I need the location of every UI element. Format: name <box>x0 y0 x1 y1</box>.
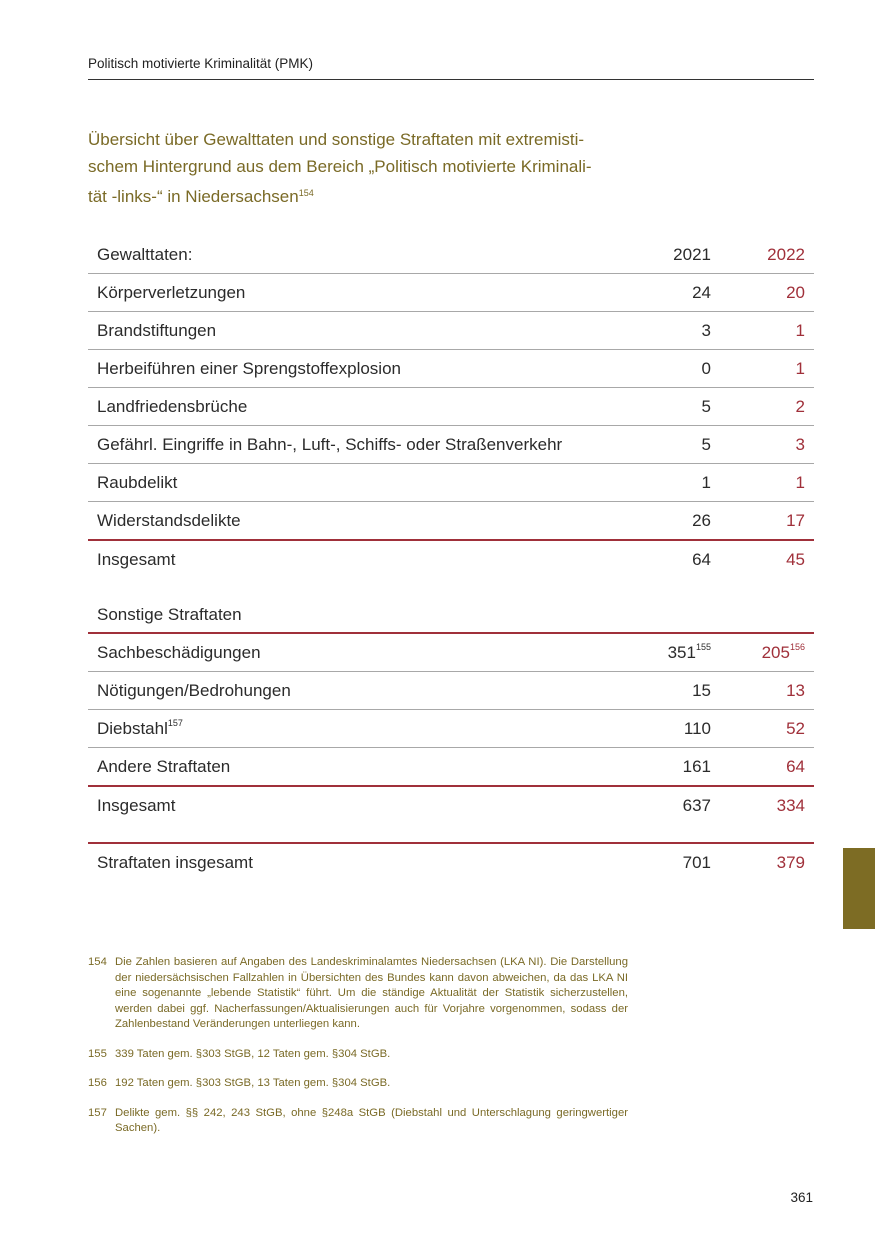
value-2022 <box>762 634 805 671</box>
footnotes <box>88 955 628 1151</box>
table-title-line-3-text: tät -links-“ in Niedersachsen <box>88 187 299 206</box>
value-2021: 0 <box>701 359 711 378</box>
value-2021: 5 <box>701 397 711 416</box>
value-2021: 110 <box>683 719 711 738</box>
value-2022: 13 <box>786 681 805 700</box>
value-2021: 161 <box>682 757 711 776</box>
page-number: 361 <box>790 1190 813 1205</box>
grand-total-row <box>88 842 814 881</box>
footnote-text: Die Zahlen basieren auf Angaben des Landeskriminalamtes Niedersachsen (LKA NI). Die Darstellung der niedersächsischen Fallzahlen in Übersichten des Bundes kann davon abweichen, da das LKA NI eine sogenannte „lebende Statistik“ führt. Um die ständige Aktualität der Statistik sicherzustellen, werden dabei ggf. Nacherfassungen/Aktualisierungen auch für Vorjahre vorgenommen, sodass der Zahlenbestand Veränderungen unterliegen kann. <box>115 956 628 1030</box>
value-2022-number: 205 <box>761 643 790 662</box>
value-2021: 3 <box>701 321 711 340</box>
table-row <box>88 634 814 672</box>
footnote-number: 157 <box>88 1106 107 1119</box>
footnote-ref-155[interactable]: 155 <box>695 642 711 652</box>
value-2021-number: 351 <box>667 643 696 662</box>
value-2022: 1 <box>795 321 805 340</box>
year-2022-header: 2022 <box>767 245 805 264</box>
footnote-text: 339 Taten gem. §303 StGB, 12 Taten gem. §304 StGB. <box>115 1047 391 1060</box>
table-title-line-1: Übersicht über Gewalttaten und sonstige Straftaten mit extremisti- <box>88 130 585 149</box>
violent-header-label: Gewalttaten: <box>97 245 193 264</box>
total-2021: 64 <box>692 550 711 569</box>
total-2022: 334 <box>776 796 805 815</box>
row-label: Nötigungen/Bedrohungen <box>97 681 291 700</box>
footnote-number: 156 <box>88 1077 107 1089</box>
row-label: Sachbeschädigungen <box>97 643 261 662</box>
violent-total-row <box>88 541 814 578</box>
row-label: Raubdelikt <box>97 473 178 492</box>
table-row <box>88 502 814 541</box>
table-title <box>88 126 648 210</box>
value-2022: 52 <box>786 719 805 738</box>
grand-total-2021: 701 <box>682 853 711 872</box>
value-2022: 17 <box>786 511 805 530</box>
row-label-text: Diebstahl <box>97 719 168 738</box>
value-2021: 15 <box>692 681 711 700</box>
table-row <box>88 274 814 312</box>
table-row <box>88 672 814 710</box>
value-2021: 1 <box>701 473 711 492</box>
value-2022: 20 <box>786 283 805 302</box>
value-2022: 64 <box>786 757 805 776</box>
footnote-ref-154[interactable]: 154 <box>298 188 314 198</box>
value-2022: 3 <box>795 435 805 454</box>
footnote-text: 192 Taten gem. §303 StGB, 13 Taten gem. §304 StGB. <box>115 1077 391 1089</box>
other-total-row <box>88 787 814 824</box>
header-divider <box>88 79 814 80</box>
footnote-number: 154 <box>88 956 107 968</box>
section-spacer <box>88 578 814 598</box>
table-row <box>88 388 814 426</box>
table-row <box>88 464 814 502</box>
total-label: Insgesamt <box>97 796 176 815</box>
table-title-line-3 <box>88 180 648 210</box>
footnote-154 <box>88 955 628 1033</box>
footnote-157 <box>88 1106 628 1137</box>
section-spacer <box>88 824 814 842</box>
grand-total-2022: 379 <box>776 853 805 872</box>
value-2021: 26 <box>692 511 711 530</box>
value-2022: 1 <box>795 473 805 492</box>
footnote-156 <box>88 1076 628 1092</box>
table-row <box>88 426 814 464</box>
table-row <box>88 710 814 748</box>
footnote-ref-156[interactable]: 156 <box>789 642 805 652</box>
value-2022: 2 <box>795 397 805 416</box>
running-header: Politisch motivierte Kriminalität (PMK) <box>88 56 314 71</box>
statistics-table <box>88 236 814 881</box>
grand-total-label: Straftaten insgesamt <box>97 853 253 872</box>
other-section-header <box>88 598 814 634</box>
table-title-line-2: schem Hintergrund aus dem Bereich „Politisch motivierte Kriminali- <box>88 157 592 176</box>
other-section-title: Sonstige Straftaten <box>97 605 242 624</box>
violent-header-row <box>88 236 814 274</box>
row-label: Körperverletzungen <box>97 283 246 302</box>
row-label: Gefährl. Eingriffe in Bahn-, Luft-, Schiffs- oder Straßenverkehr <box>97 435 563 454</box>
value-2022: 1 <box>795 359 805 378</box>
table-row <box>88 748 814 787</box>
chapter-tab <box>843 848 875 929</box>
total-label: Insgesamt <box>97 550 176 569</box>
row-label: Landfriedensbrüche <box>97 397 248 416</box>
table-row <box>88 350 814 388</box>
value-2021: 5 <box>701 435 711 454</box>
footnote-ref-157[interactable]: 157 <box>167 718 183 728</box>
row-label <box>97 710 183 747</box>
value-2021 <box>668 634 711 671</box>
total-2022: 45 <box>786 550 805 569</box>
row-label: Herbeiführen einer Sprengstoffexplosion <box>97 359 401 378</box>
footnote-text: Delikte gem. §§ 242, 243 StGB, ohne §248a StGB (Diebstahl und Unterschlagung geringwertiger Sachen). <box>115 1106 628 1134</box>
row-label: Brandstiftungen <box>97 321 217 340</box>
footnote-155 <box>88 1047 628 1063</box>
total-2021: 637 <box>682 796 711 815</box>
value-2021: 24 <box>692 283 711 302</box>
footnote-number: 155 <box>88 1047 107 1060</box>
row-label: Widerstandsdelikte <box>97 511 241 530</box>
row-label: Andere Straftaten <box>97 757 231 776</box>
year-2021-header: 2021 <box>673 245 711 264</box>
table-row <box>88 312 814 350</box>
